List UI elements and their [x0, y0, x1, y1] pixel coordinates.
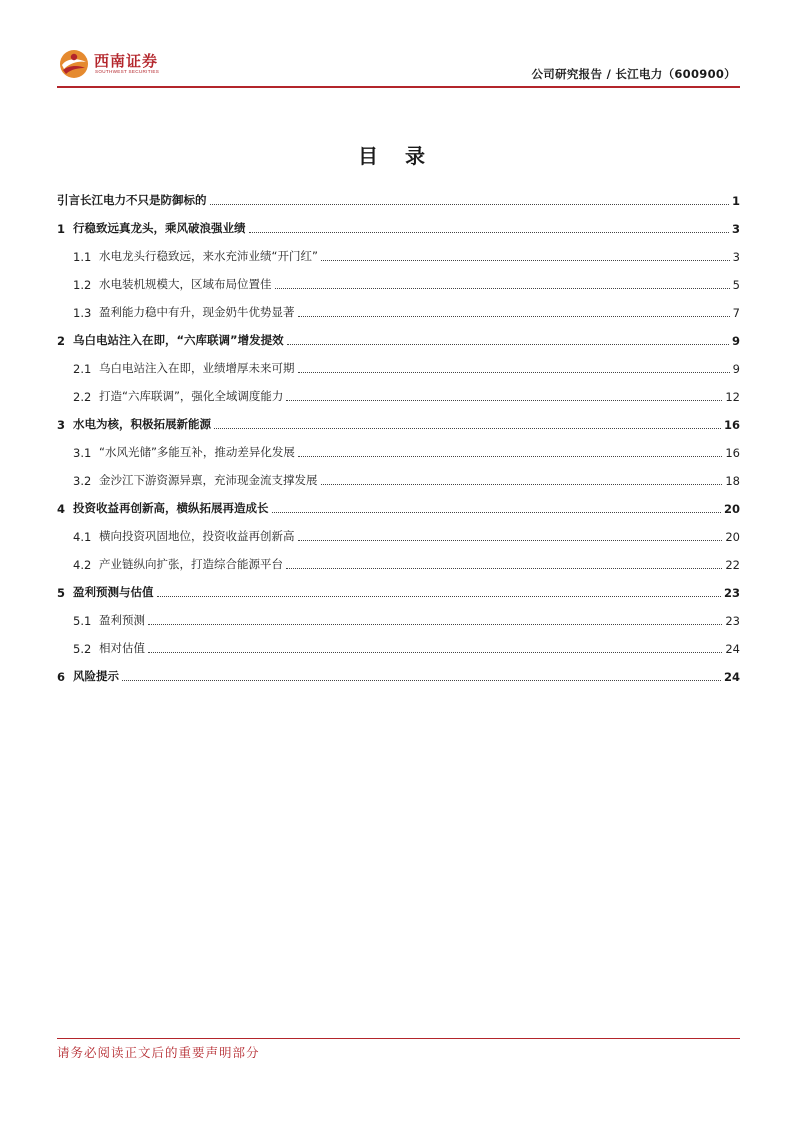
toc-dot-leader: [298, 371, 730, 373]
toc-section-entry[interactable]: [57, 600, 740, 628]
toc-entry-number: 5.1: [73, 614, 92, 628]
toc-dot-leader: [249, 231, 729, 233]
toc-entry-number: 4: [57, 502, 66, 516]
toc-chapter-entry[interactable]: [57, 656, 740, 684]
toc-section-entry[interactable]: [57, 292, 740, 320]
toc-entry-title: 产业链纵向扩张，打造综合能源平台: [99, 557, 283, 571]
toc-entry-number: 3: [57, 418, 66, 432]
toc-entry-title: 投资收益再创新高，横纵拓展再造成长: [73, 501, 269, 515]
toc-entry-number: 3.2: [73, 474, 92, 488]
toc-entry-number: 4.1: [73, 530, 92, 544]
toc-dot-leader: [321, 259, 730, 261]
toc-entry-title: 水电龙头行稳致远，来水充沛业绩“开门红”: [99, 249, 318, 263]
toc-chapter-entry[interactable]: [57, 320, 740, 348]
toc-entry-number: 2.2: [73, 390, 92, 404]
toc-dot-leader: [287, 343, 729, 345]
toc-entry-page: 24: [723, 670, 740, 684]
toc-chapter-entry[interactable]: [57, 572, 740, 600]
logo-emblem-icon: [58, 48, 90, 80]
toc-dot-leader: [214, 427, 721, 429]
toc-entry-page: 23: [723, 586, 740, 600]
footer-disclaimer: 请务必阅读正文后的重要声明部分: [57, 1045, 260, 1060]
toc-chapter-entry[interactable]: [57, 488, 740, 516]
toc-entry-title: 乌白电站注入在即，业绩增厚未来可期: [99, 361, 295, 375]
toc-chapter-entry[interactable]: [57, 404, 740, 432]
toc-entry-page: 9: [731, 334, 740, 348]
toc-dot-leader: [275, 287, 730, 289]
toc-entry-page: 3: [732, 250, 740, 264]
toc-entry-title: 盈利预测: [99, 613, 145, 627]
toc-entry-number: 2.1: [73, 362, 92, 376]
toc-entry-title: 长江电力不只是防御标的: [80, 193, 207, 207]
toc-chapter-entry[interactable]: [57, 208, 740, 236]
company-logo: [58, 48, 178, 84]
toc-entry-title: 水电为核，积极拓展新能源: [73, 417, 211, 431]
toc-entry-page: 9: [732, 362, 740, 376]
toc-section-entry[interactable]: [57, 264, 740, 292]
toc-section-entry[interactable]: [57, 544, 740, 572]
toc-entry-page: 12: [725, 390, 740, 404]
toc-dot-leader: [157, 595, 721, 597]
toc-entry-page: 22: [725, 558, 740, 572]
toc-entry-number: 1.3: [73, 306, 92, 320]
toc-section-entry[interactable]: [57, 236, 740, 264]
toc-entry-number: 1: [57, 222, 66, 236]
toc-entry-number: 3.1: [73, 446, 92, 460]
toc-entry-page: 18: [725, 474, 740, 488]
report-title: 公司研究报告 / 长江电力（600900）: [531, 67, 736, 81]
toc-entry-page: 3: [731, 222, 740, 236]
toc-entry-page: 1: [731, 194, 740, 208]
toc-section-entry[interactable]: [57, 348, 740, 376]
page-title: 目 录: [358, 144, 435, 168]
toc-entry-number: 4.2: [73, 558, 92, 572]
toc-dot-leader: [272, 511, 721, 513]
toc-entry-title: 盈利预测与估值: [73, 585, 154, 599]
toc-entry-title: 打造“六库联调”，强化全域调度能力: [99, 389, 284, 403]
footer-divider: [57, 1038, 740, 1039]
toc-section-entry[interactable]: [57, 460, 740, 488]
logo-chinese-name: 西南证券: [94, 52, 159, 70]
toc-entry-number: 1.1: [73, 250, 92, 264]
toc-entry-title: 水电装机规模大，区域布局位置佳: [99, 277, 272, 291]
toc-dot-leader: [321, 483, 723, 485]
toc-entry-page: 7: [732, 306, 740, 320]
toc-entry-page: 5: [732, 278, 740, 292]
toc-entry-title: 行稳致远真龙头，乘风破浪强业绩: [73, 221, 246, 235]
logo-english-name: SOUTHWEST SECURITIES: [95, 69, 160, 74]
toc-dot-leader: [298, 539, 723, 541]
toc-entry-number: 2: [57, 334, 66, 348]
toc-entry-title: 金沙江下游资源异禀，充沛现金流支撑发展: [99, 473, 318, 487]
toc-entry-page: 23: [725, 614, 740, 628]
toc-dot-leader: [148, 623, 722, 625]
toc-chapter-entry[interactable]: [57, 180, 740, 208]
toc-entry-number: 引言: [57, 193, 80, 207]
toc-section-entry[interactable]: [57, 432, 740, 460]
toc-entry-page: 20: [725, 530, 740, 544]
toc-entry-title: 盈利能力稳中有升，现金奶牛优势显著: [99, 305, 295, 319]
toc-entry-page: 16: [723, 418, 740, 432]
toc-dot-leader: [298, 455, 722, 457]
toc-entry-number: 5.2: [73, 642, 92, 656]
table-of-contents: [57, 180, 740, 684]
toc-entry-title: 相对估值: [99, 641, 145, 655]
toc-dot-leader: [286, 567, 722, 569]
toc-entry-title: 乌白电站注入在即，“六库联调”增发提效: [73, 333, 284, 347]
toc-dot-leader: [122, 679, 721, 681]
header-divider: [57, 86, 740, 88]
toc-dot-leader: [148, 651, 722, 653]
toc-entry-title: 风险提示: [73, 669, 119, 683]
toc-dot-leader: [286, 399, 722, 401]
toc-entry-title: 横向投资巩固地位，投资收益再创新高: [99, 529, 295, 543]
toc-dot-leader: [210, 203, 729, 205]
page-header: [0, 0, 793, 90]
toc-entry-page: 16: [725, 446, 740, 460]
toc-section-entry[interactable]: [57, 376, 740, 404]
toc-section-entry[interactable]: [57, 628, 740, 656]
toc-entry-number: 6: [57, 670, 66, 684]
toc-entry-page: 20: [723, 502, 740, 516]
toc-entry-number: 1.2: [73, 278, 92, 292]
toc-entry-number: 5: [57, 586, 66, 600]
toc-section-entry[interactable]: [57, 516, 740, 544]
toc-entry-page: 24: [725, 642, 740, 656]
toc-dot-leader: [298, 315, 730, 317]
toc-entry-title: “水风光储”多能互补，推动差异化发展: [99, 445, 295, 459]
